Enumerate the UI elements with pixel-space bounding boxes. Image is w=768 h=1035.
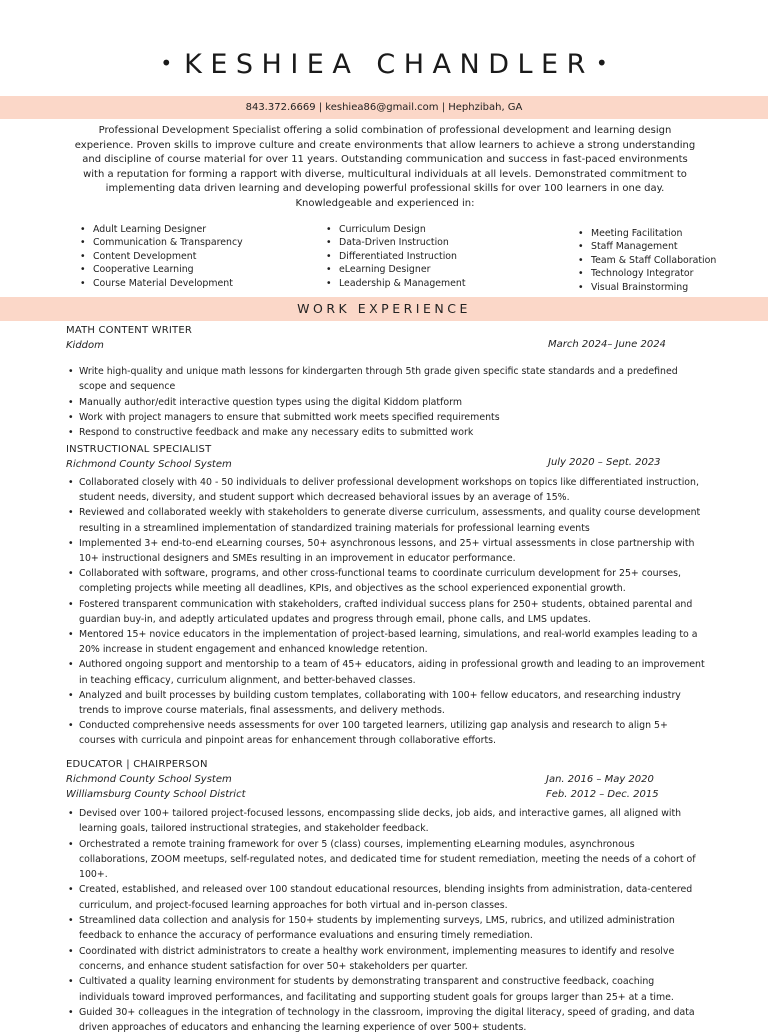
skill-item: • Meeting Facilitation — [578, 227, 716, 240]
skill-item: • Adult Learning Designer — [80, 223, 243, 236]
job-dates: July 2020 – Sept. 2023 — [548, 457, 661, 468]
skill-item: • Team & Staff Collaboration — [578, 254, 716, 267]
bullet-item: • Orchestrated a remote training framework for over 5 (class) courses, implementing eLearning modules, asynchronous collaborations, ZOOM meetups, self-regulated notes, and dedicated time for student remediation, meeting the needs of a cohort of 100+. — [66, 837, 706, 883]
job-bullets — [66, 364, 706, 440]
bullet-item: • Created, established, and released over 100 standout educational resources, blending insights from administration, data-centered curriculum, and project-focused learning approaches for both virtual and in-person classes. — [66, 882, 706, 913]
bullet-item: • Mentored 15+ novice educators in the implementation of project-based learning, simulations, and real-world examples leading to a 20% increase in student engagement and enhanced knowledge retention. — [66, 627, 706, 657]
bullet-item: • Work with project managers to ensure that submitted work meets specified requirements — [66, 410, 706, 425]
job-dates: Jan. 2016 – May 2020 — [546, 774, 654, 785]
bullet-item: • Conducted comprehensive needs assessments for over 100 targeted learners, utilizing gap analysis and research to align 5+ courses with curricula and pinpoint areas for enhancement through collaborative efforts. — [66, 718, 706, 748]
job-dates-secondary: Feb. 2012 – Dec. 2015 — [546, 789, 659, 800]
job-organization: Kiddom — [66, 340, 104, 351]
job-title: INSTRUCTIONAL SPECIALIST — [66, 444, 212, 455]
bullet-item: • Collaborated with software, programs, and other cross-functional teams to coordinate curriculum development for 25+ courses, completing projects while meeting all deadlines, KPIs, and objectives as the school experienced exponential growth. — [66, 566, 706, 596]
job-organization: Richmond County School System — [66, 459, 232, 470]
bullet-item: • Analyzed and built processes by building custom templates, collaborating with 100+ fellow educators, and researching industry trends to improve course materials, final assessments, and delivery methods. — [66, 688, 706, 718]
job-bullets — [66, 806, 706, 1035]
skill-item: • Data-Driven Instruction — [326, 236, 466, 249]
skill-item: • Course Material Development — [80, 277, 243, 290]
bullet-item: • Devised over 100+ tailored project-focused lessons, encompassing slide decks, job aids, and interactive games, all aligned with learning goals, tailored instructional strategies, and stakeholder feedback. — [66, 806, 706, 837]
bullet-item: • Write high-quality and unique math lessons for kindergarten through 5th grade given specific state standards and a predefined scope and sequence — [66, 364, 706, 395]
bullet-item: • Respond to constructive feedback and make any necessary edits to submitted work — [66, 425, 706, 440]
left-dot-ornament: • — [160, 51, 173, 75]
skill-item: • Visual Brainstorming — [578, 281, 716, 294]
contact-info: 843.372.6669 | keshiea86@gmail.com | Hephzibah, GA — [245, 102, 523, 113]
bullet-item: • Implemented 3+ end-to-end eLearning courses, 50+ asynchronous lessons, and 25+ virtual assessments in close partnership with 10+ instructional designers and SMEs resulting in an improvement in educator performance. — [66, 536, 706, 566]
skill-item: • eLearning Designer — [326, 263, 466, 276]
candidate-name-line — [0, 49, 768, 80]
bullet-item: • Reviewed and collaborated weekly with stakeholders to generate diverse curriculum, assessments, and quality course development resulting in a streamlined implementation of standardized training materials for professional learning events — [66, 505, 706, 535]
skill-item: • Cooperative Learning — [80, 263, 243, 276]
bullet-item: • Authored ongoing support and mentorship to a team of 45+ educators, aiding in professional growth and leading to an improvement in teaching efficacy, curriculum alignment, and better-behaved classes. — [66, 657, 706, 687]
contact-band — [0, 96, 768, 119]
bullet-item: • Manually author/edit interactive question types using the digital Kiddom platform — [66, 395, 706, 410]
skill-item: • Differentiated Instruction — [326, 250, 466, 263]
skill-item: • Technology Integrator — [578, 267, 716, 280]
work-experience-heading: WORK EXPERIENCE — [0, 297, 768, 321]
skills-column-2 — [326, 223, 466, 290]
job-organization-secondary: Williamsburg County School District — [66, 789, 246, 800]
right-dot-ornament: • — [595, 51, 608, 75]
job-organization: Richmond County School System — [66, 774, 232, 785]
bullet-item: • Fostered transparent communication with stakeholders, crafted individual success plans for 250+ students, obtained parental and guardian buy-in, and adeptly articulated updates and progress through email, phone calls, and LMS updates. — [66, 597, 706, 627]
skills-column-3 — [578, 227, 716, 294]
bullet-item: • Collaborated closely with 40 - 50 individuals to deliver professional development workshops on topics like differentiated instruction, student needs, diversity, and student support which decreased behavioral issues by an average of 15%. — [66, 475, 706, 505]
skill-item: • Curriculum Design — [326, 223, 466, 236]
bullet-item: • Cultivated a quality learning environment for students by demonstrating transparent and constructive feedback, coaching individuals toward improved performances, and facilitating and supporting student goals for groups larger than 25+ at a time. — [66, 974, 706, 1005]
job-dates: March 2024– June 2024 — [548, 339, 666, 350]
skills-column-1 — [80, 223, 243, 290]
job-bullets — [66, 475, 706, 749]
professional-summary: Professional Development Specialist offering a solid combination of professional development and learning design experience. Proven skills to improve culture and create environments that allow learners to achieve a strong understanding and discipline of course material for over 11 years. Outstanding communication and success in fast-paced environments with a reputation for forming a rapport with diverse, multicultural individuals at all levels. Demonstrated commitment to implementing data driven learning and developing powerful professional skills for over 100 learners in one day. Knowledgeable and experienced in: — [74, 125, 696, 209]
bullet-item: • Streamlined data collection and analysis for 150+ students by implementing surveys, LMS, rubrics, and utilized administration feedback to enhance the accuracy of performance evaluations and ensuring timely remediation. — [66, 913, 706, 944]
job-title: EDUCATOR | CHAIRPERSON — [66, 759, 208, 770]
candidate-name: KESHIEA CHANDLER — [184, 49, 594, 80]
job-title: MATH CONTENT WRITER — [66, 325, 192, 336]
skill-item: • Staff Management — [578, 240, 716, 253]
skill-item: • Content Development — [80, 250, 243, 263]
bullet-item: • Guided 30+ colleagues in the integration of technology in the classroom, improving the digital literacy, speed of grading, and data driven approaches of educators and enhancing the learning experience of over 500+ students. — [66, 1005, 706, 1035]
bullet-item: • Coordinated with district administrators to create a healthy work environment, implementing measures to identify and resolve concerns, and enhance student satisfaction for over 50+ stakeholders per quarter. — [66, 944, 706, 975]
skill-item: • Communication & Transparency — [80, 236, 243, 249]
skill-item: • Leadership & Management — [326, 277, 466, 290]
